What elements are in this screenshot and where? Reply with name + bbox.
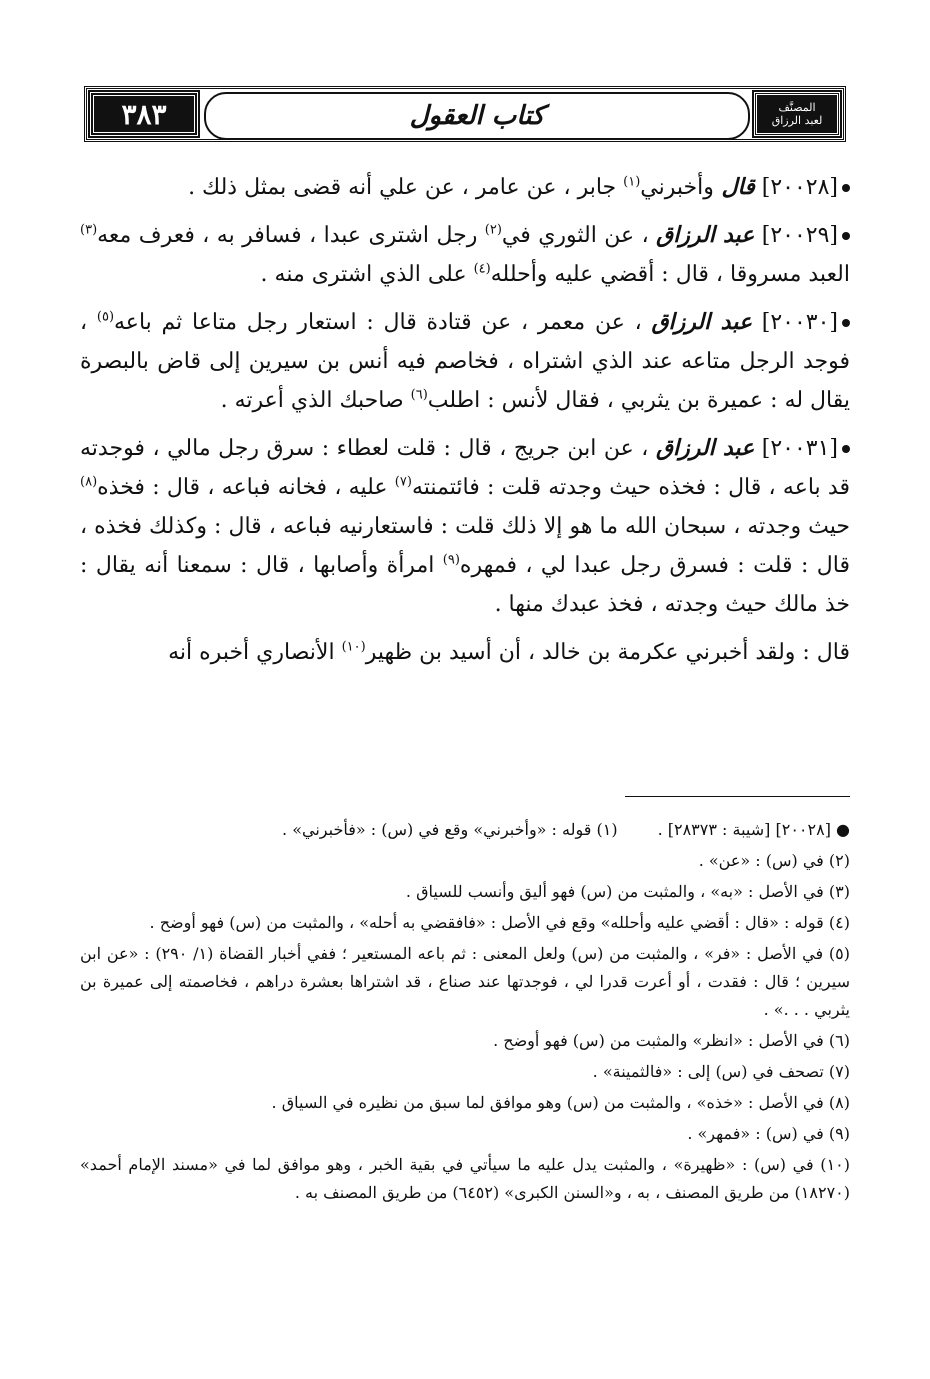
footnote: (٤) قوله : «قال : أقضي عليه وأحلله» وقع في الأصل : «فافقضي به أحله» ، والمثبت من (س) فهو أوضح . <box>149 913 850 932</box>
narrator-name: عبد الرزاق <box>651 309 752 335</box>
footnote-marker: (٦) <box>410 387 428 403</box>
footnote-first-line <box>80 816 850 844</box>
text-run: فخذه ، قال : قلت : فسرق رجل عبدا لي ، فمهره <box>80 514 850 578</box>
text-run: العبد مسروقا ، قال : أقضي عليه وأحلله <box>490 262 850 287</box>
footnote: (٣) في الأصل : «به» ، والمثبت من (س) فهو أليق وأنسب للسياق . <box>405 882 850 901</box>
text-run: حيث وجدته ، سبحان الله ما هو إلا ذلك قلت : فاستعارنيه فباعه ، قال : وكذلك <box>149 514 850 539</box>
bullet-icon <box>842 232 850 240</box>
text-run: [٢٠٠٢٩] <box>754 223 838 248</box>
footnote: (٧) تصحف في (س) إلى : «فالثمينة» . <box>592 1062 850 1081</box>
paragraph <box>80 429 850 624</box>
text-run: صاحبك الذي أعرته . <box>220 388 411 413</box>
seal-line-2: لعبد الرزاق <box>771 114 823 127</box>
narrator-name: عبد الرزاق <box>655 435 755 461</box>
footnote-rule <box>625 796 850 797</box>
footnote: (٥) في الأصل : «فر» ، والمثبت من (س) ولعل المعنى : ثم باعه المستعير ؛ ففي أخبار القضاة (١/ ٢٩٠) : «عن ابن سيرين ؛ قال : فقدت ، أو أعرت قدرا لي ، فوجدتها عند صناع ، قد اشتراها بعشرة دراهم ، فخاصمته إلى عميرة بن يثربي . . .» . <box>80 944 851 1019</box>
footnote-marker: (٢) <box>484 222 502 238</box>
footnote-marker: (٩) <box>442 552 460 568</box>
paragraph <box>80 216 850 294</box>
footnotes <box>80 816 850 1210</box>
text-run: يقال : خذ مالك حيث وجدته ، فخذ عبدك منها . <box>80 553 850 617</box>
narrator-name: عبد الرزاق <box>656 222 755 248</box>
text-run: [٢٠٠٢٨] <box>754 175 838 200</box>
text-run: ، فوجد <box>80 310 850 374</box>
text-run: على الذي اشترى منه . <box>260 262 474 287</box>
text-run: جابر ، عن عامر ، عن علي أنه قضى بمثل ذلك . <box>188 175 624 200</box>
footnote-marker: (١) <box>623 174 641 190</box>
main-text <box>80 168 850 681</box>
footnote: (٨) في الأصل : «خذه» ، والمثبت من (س) وهو موافق لما سبق من نظيره في السياق . <box>271 1093 850 1112</box>
text-run: قال : ولقد أخبرني عكرمة بن خالد ، أن أسيد بن ظهير <box>365 640 850 665</box>
footnote: (٦) في الأصل : «انظر» والمثبت من (س) فهو أوضح . <box>493 1031 850 1050</box>
footnote: (٢) في (س) : «عن» . <box>698 851 850 870</box>
text-run: [٢٠٠٣٠] <box>751 310 839 335</box>
paragraph <box>80 303 850 420</box>
footnote-marker: (٣) <box>80 222 98 238</box>
page-number: ٣٨٣ <box>90 92 198 136</box>
text-run: [٢٠٠٣١] <box>754 436 838 461</box>
text-run: ، عن معمر ، عن قتادة قال : استعار رجل متاعا ثم باعه <box>114 310 652 335</box>
text-run: رجل اشترى عبدا ، فسافر به ، فعرف معه <box>97 223 485 248</box>
text-run: الأنصاري أخبره أنه <box>168 640 342 665</box>
footnote-1: (١) قوله : «وأخبرني» وقع في (س) : «فأخبرني» . <box>282 820 618 839</box>
text-run: وأخبرني <box>640 175 714 200</box>
footnote-list <box>80 847 850 1207</box>
footnote-source-ref: ● [٢٠٠٢٨] [شيبة : ٢٨٣٧٣] . <box>657 820 850 839</box>
text-run: ، عن ابن جريج ، قال : قلت لعطاء : سرق رجل مالي ، فوجدته قد <box>80 436 850 500</box>
narrator-name: قال <box>713 174 755 200</box>
bullet-icon <box>842 445 850 453</box>
bullet-icon <box>842 319 850 327</box>
title-cartouche <box>204 92 750 140</box>
seal-line-1: المصنَّف <box>778 101 816 114</box>
text-run: امرأة وأصابها ، قال : سمعنا أنه <box>144 553 443 578</box>
footnote-marker: (٨) <box>80 474 98 490</box>
text-run: ، عن الثوري في <box>501 223 657 248</box>
footnote: (١٠) في (س) : «ظهيرة» ، والمثبت يدل عليه ما سيأتي في بقية الخبر ، وهو موافق لما في «مسند الإمام أحمد» (١٨٢٧٠) من طريق المصنف ، به ، و«السنن الكبرى» (٦٤٥٢) من طريق المصنف به . <box>80 1155 850 1202</box>
footnote: (٩) في (س) : «فمهر» . <box>687 1124 850 1143</box>
footnote-marker: (١٠) <box>341 639 366 655</box>
page-header <box>84 86 846 142</box>
page-title: كتاب العقول <box>409 101 545 131</box>
footnote-marker: (٥) <box>96 309 115 325</box>
text-run: الرجل متاعه عند الذي اشتراه ، فخاصم فيه أنس بن سيرين إلى قاض بالبصرة <box>80 349 795 374</box>
publisher-seal <box>754 92 840 136</box>
bullet-icon <box>842 184 850 192</box>
text-run: يقال له : عميرة بن يثربي ، فقال لأنس : اطلب <box>427 388 850 413</box>
text-run: عليه ، فخانه فباعه ، قال : فخذه <box>97 475 395 500</box>
footnote-marker: (٧) <box>394 474 412 490</box>
footnote-marker: (٤) <box>473 261 491 277</box>
paragraph <box>80 633 850 672</box>
text-run: باعه ، قال : فخذه حيث وجدته قلت : فائتمنته <box>411 475 821 500</box>
paragraph <box>80 168 850 207</box>
